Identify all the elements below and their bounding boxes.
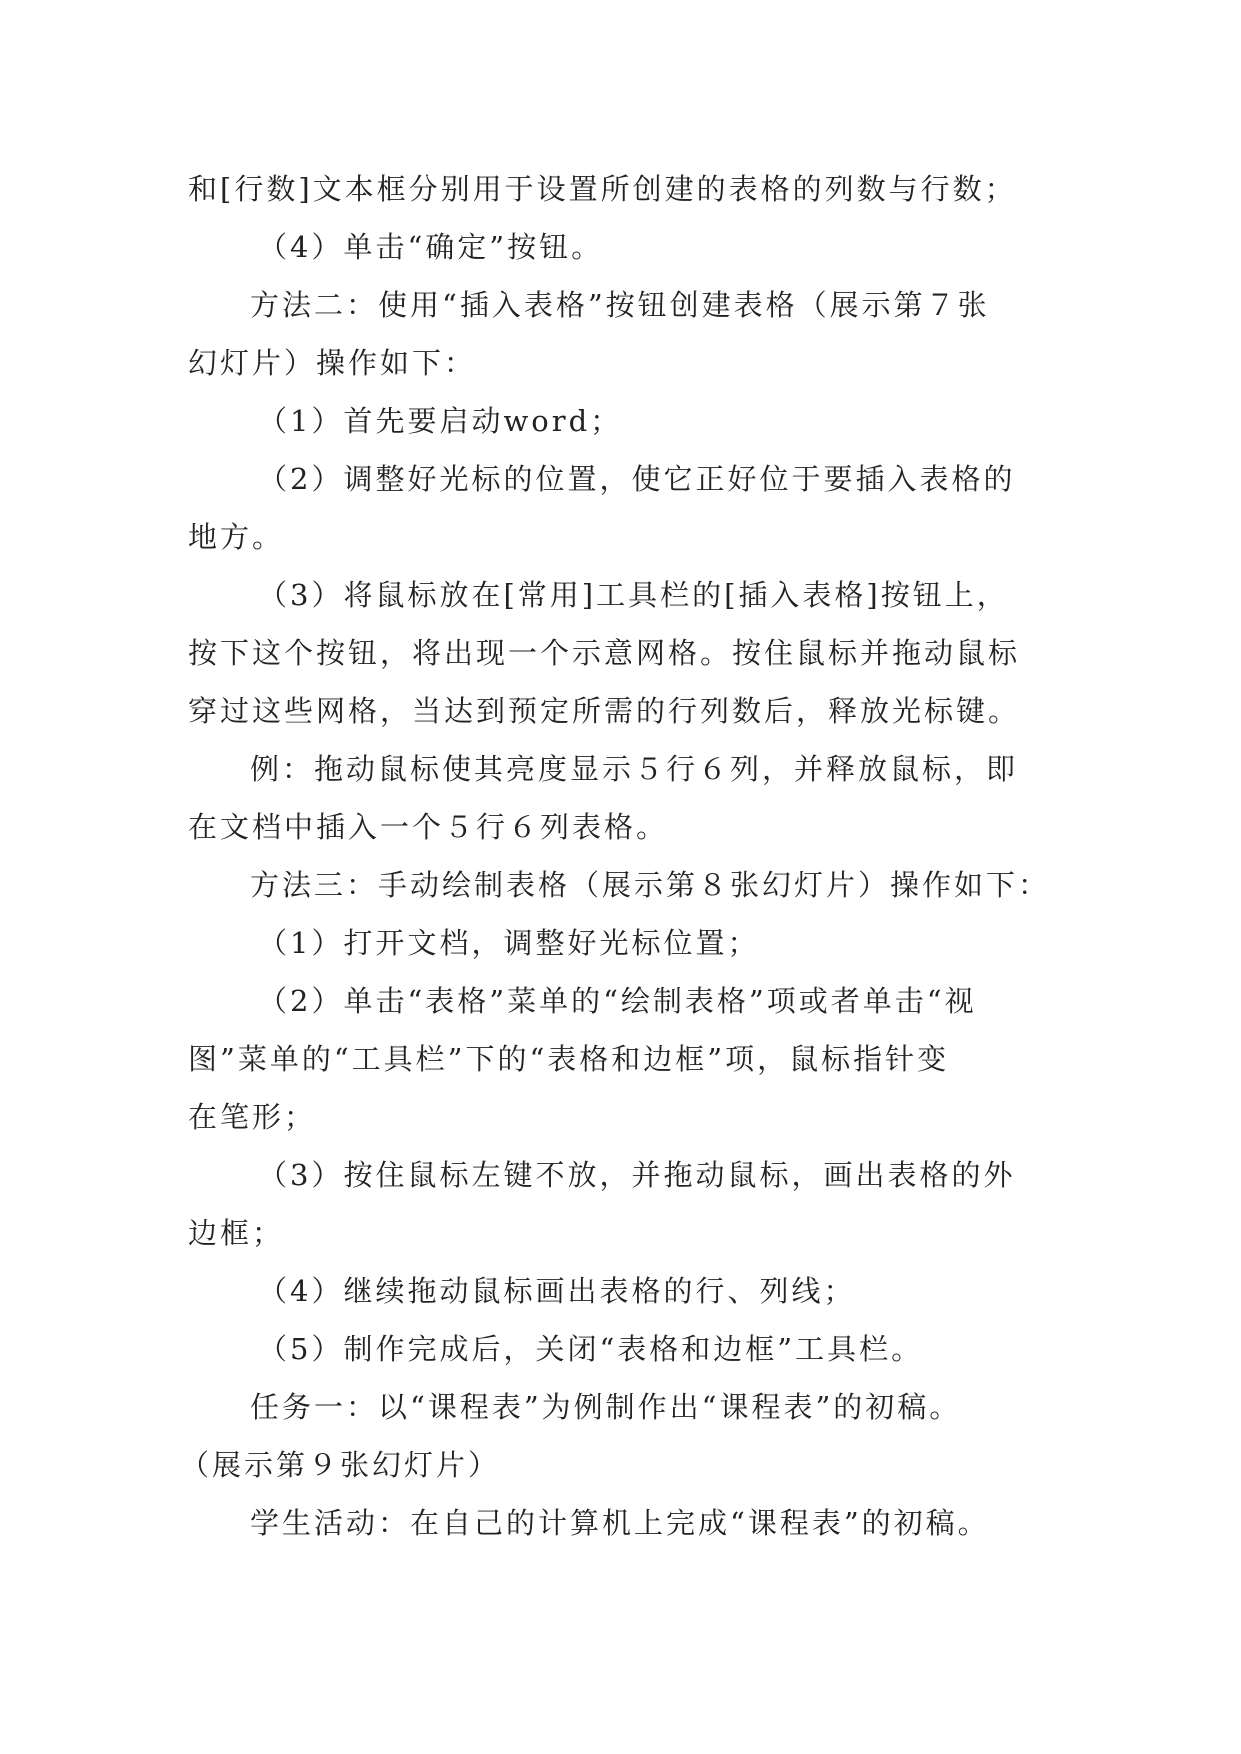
- paragraph-line: 例：拖动鼠标使其亮度显示５行６列，并释放鼠标，即: [250, 752, 1019, 786]
- paragraph-line: 图”菜单的“工具栏”下的“表格和边框”项，鼠标指针变: [188, 1042, 950, 1076]
- paragraph-line: （4）单击“确定”按钮。: [258, 230, 604, 264]
- paragraph-line: 和[行数]文本框分别用于设置所创建的表格的列数与行数；: [188, 172, 1017, 206]
- paragraph-line: 在笔形；: [188, 1100, 317, 1134]
- paragraph-line: 任务一：以“课程表”为例制作出“课程表”的初稿。: [250, 1390, 962, 1424]
- paragraph-line: （3）将鼠标放在[常用]工具栏的[插入表格]按钮上，: [258, 578, 1009, 612]
- paragraph-line: （2）调整好光标的位置，使它正好位于要插入表格的: [258, 462, 1016, 496]
- paragraph-line: 边框；: [188, 1216, 285, 1250]
- paragraph-line: 地方。: [188, 520, 285, 554]
- paragraph-line: 方法三：手动绘制表格（展示第８张幻灯片）操作如下：: [250, 868, 1051, 902]
- document-body: [180, 160, 1058, 1552]
- paragraph-line: （2）单击“表格”菜单的“绘制表格”项或者单击“视: [258, 984, 977, 1018]
- paragraph-line: 在文档中插入一个５行６列表格。: [188, 810, 669, 844]
- paragraph-line: （3）按住鼠标左键不放，并拖动鼠标，画出表格的外: [258, 1158, 1016, 1192]
- paragraph-line: （1）首先要启动word；: [258, 404, 623, 438]
- paragraph-line: （1）打开文档，调整好光标位置；: [258, 926, 760, 960]
- paragraph-line: （展示第９张幻灯片）: [180, 1448, 501, 1482]
- paragraph-line: 按下这个按钮，将出现一个示意网格。按住鼠标并拖动鼠标: [188, 636, 1021, 670]
- paragraph-line: 幻灯片）操作如下：: [188, 346, 477, 380]
- paragraph-line: 穿过这些网格，当达到预定所需的行列数后，释放光标键。: [188, 694, 1021, 728]
- paragraph-line: （5）制作完成后，关闭“表格和边框”工具栏。: [258, 1332, 924, 1366]
- paragraph-line: 学生活动：在自己的计算机上完成“课程表”的初稿。: [250, 1506, 990, 1540]
- paragraph-line: 方法二：使用“插入表格”按钮创建表格（展示第７张: [250, 288, 990, 322]
- paragraph-line: （4）继续拖动鼠标画出表格的行、列线；: [258, 1274, 856, 1308]
